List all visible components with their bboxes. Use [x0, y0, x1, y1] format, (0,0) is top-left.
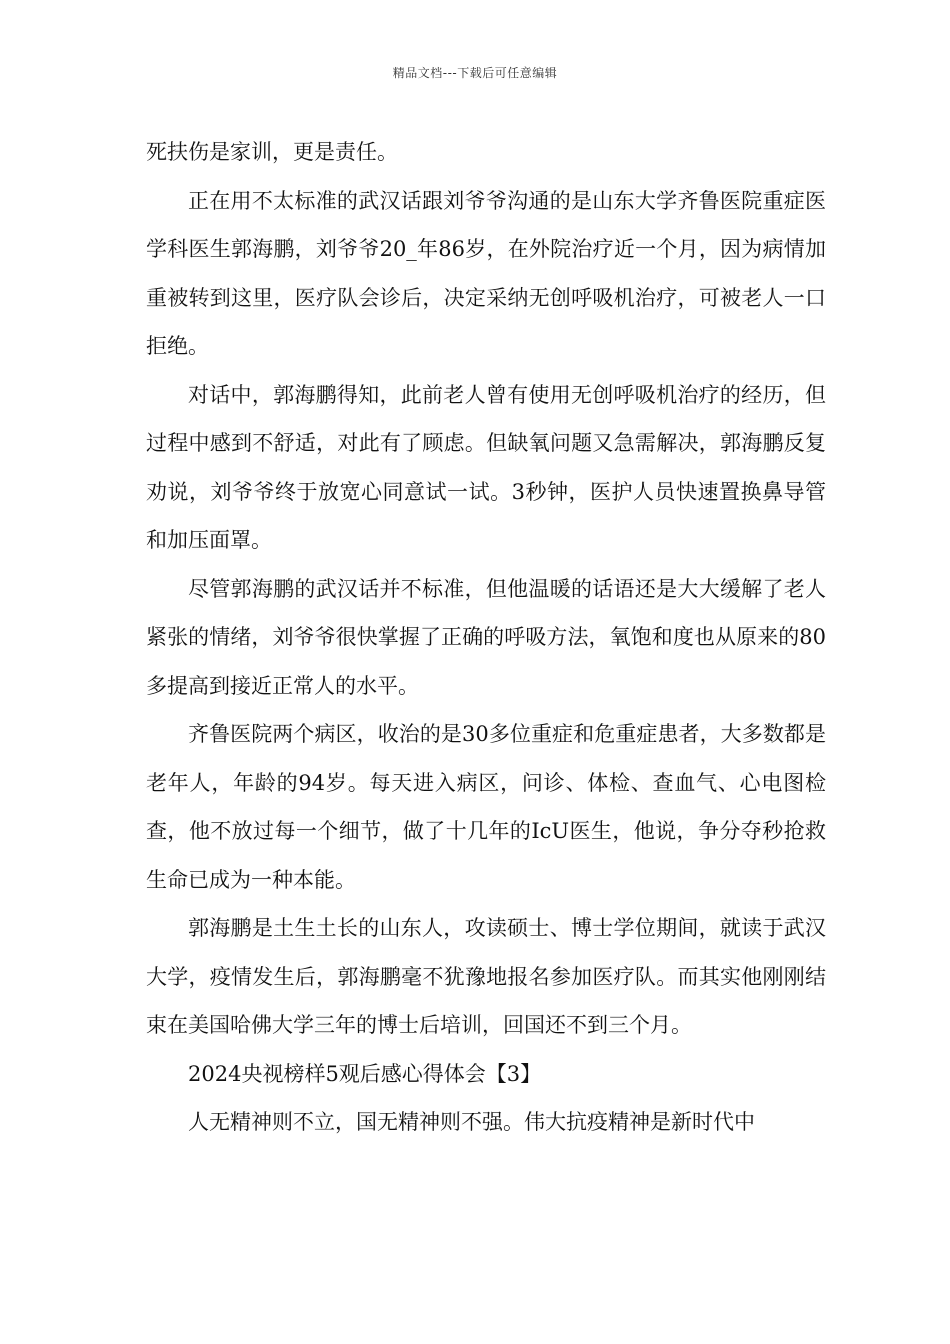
- paragraph: 齐鲁医院两个病区，收治的是30多位重症和危重症患者，大多数都是老年人，年龄的94岁。每天进入病区，问诊、体检、查血气、心电图检查，他不放过每一个细节，做了十几年的IcU医生，他说，争分夺秒抢救生命已成为一种本能。: [146, 722, 826, 892]
- paragraph: 人无精神则不立，国无精神则不强。伟大抗疫精神是新时代中: [188, 1110, 755, 1134]
- paragraph: 正在用不太标准的武汉话跟刘爷爷沟通的是山东大学齐鲁医院重症医学科医生郭海鹏，刘爷爷20_年86岁，在外院治疗近一个月，因为病情加重被转到这里，医疗队会诊后，决定采纳无创呼吸机治疗，可被老人一口拒绝。: [146, 188, 826, 358]
- paragraph-continuation: 死扶伤是家训，更是责任。: [146, 140, 398, 164]
- paragraph: 对话中，郭海鹏得知，此前老人曾有使用无创呼吸机治疗的经历，但过程中感到不舒适，对此有了顾虑。但缺氧问题又急需解决，郭海鹏反复劝说，刘爷爷终于放宽心同意试一试。3秒钟，医护人员快速置换鼻导管和加压面罩。: [146, 382, 826, 552]
- paragraph: 尽管郭海鹏的武汉话并不标准，但他温暖的话语还是大大缓解了老人紧张的情绪，刘爷爷很快掌握了正确的呼吸方法，氧饱和度也从原来的80多提高到接近正常人的水平。: [146, 576, 826, 698]
- document-body: [146, 128, 826, 1147]
- paragraph: 郭海鹏是土生土长的山东人，攻读硕士、博士学位期间，就读于武汉大学，疫情发生后，郭海鹏毫不犹豫地报名参加医疗队。而其实他刚刚结束在美国哈佛大学三年的博士后培训，回国还不到三个月。: [146, 916, 826, 1037]
- section-heading: 2024央视榜样5观后感心得体会【3】: [188, 1061, 542, 1086]
- page-header: 精品文档---下载后可任意编辑: [392, 66, 558, 80]
